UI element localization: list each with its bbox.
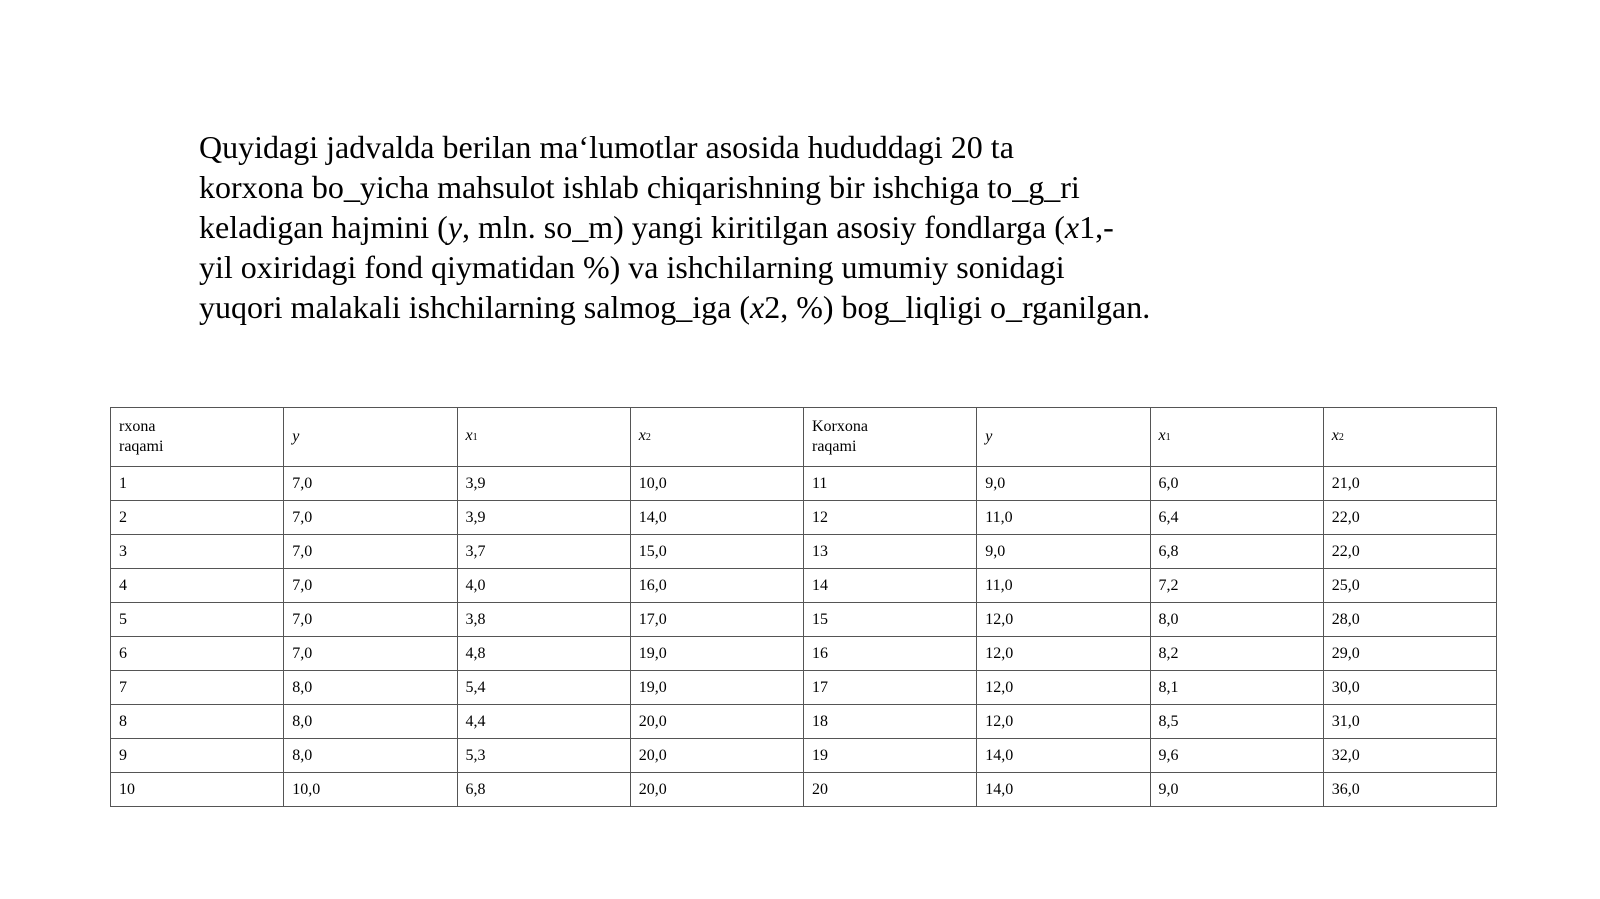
statement-text: 1,- — [1079, 209, 1114, 245]
table-cell: 15 — [804, 603, 977, 637]
table-cell: 25,0 — [1323, 569, 1496, 603]
table-cell: 10,0 — [284, 773, 457, 807]
table-cell: 3,9 — [457, 467, 630, 501]
table-cell: 8,2 — [1150, 637, 1323, 671]
table-row — [111, 603, 1497, 637]
table-cell: 7,0 — [284, 535, 457, 569]
table-cell: 20,0 — [630, 773, 803, 807]
header-enterprise-number-2: Korxona raqami — [804, 408, 977, 467]
table-cell: 11 — [804, 467, 977, 501]
table-cell: 31,0 — [1323, 705, 1496, 739]
table-cell: 9,0 — [1150, 773, 1323, 807]
header-enterprise-number: rxona raqami — [111, 408, 284, 467]
table-cell: 12,0 — [977, 637, 1150, 671]
table-cell: 8,1 — [1150, 671, 1323, 705]
table-cell: 14 — [804, 569, 977, 603]
table-cell: 3,8 — [457, 603, 630, 637]
table-cell: 4 — [111, 569, 284, 603]
table-cell: 9,0 — [977, 467, 1150, 501]
table-cell: 4,8 — [457, 637, 630, 671]
table-cell: 16,0 — [630, 569, 803, 603]
table-cell: 32,0 — [1323, 739, 1496, 773]
header-x1-2: x1 — [1150, 408, 1323, 467]
table-cell: 15,0 — [630, 535, 803, 569]
header-y: y — [284, 408, 457, 467]
table-row — [111, 501, 1497, 535]
table-cell: 8,0 — [1150, 603, 1323, 637]
statement-line-1: Quyidagi jadvalda berilan maʻlumotlar asosida hududdagi 20 ta — [199, 129, 1014, 165]
table-cell: 20 — [804, 773, 977, 807]
table-cell: 7,0 — [284, 603, 457, 637]
table-cell: 3 — [111, 535, 284, 569]
table-cell: 11,0 — [977, 501, 1150, 535]
table-cell: 12,0 — [977, 705, 1150, 739]
table-cell: 8,5 — [1150, 705, 1323, 739]
statement-line-5 — [199, 287, 1349, 327]
table-cell: 1 — [111, 467, 284, 501]
variable-y: y — [447, 209, 463, 245]
variable-x: x — [749, 289, 765, 325]
table-cell: 6,8 — [457, 773, 630, 807]
table-cell: 9,0 — [977, 535, 1150, 569]
table-row — [111, 773, 1497, 807]
table-cell: 30,0 — [1323, 671, 1496, 705]
table-cell: 9,6 — [1150, 739, 1323, 773]
table-cell: 13 — [804, 535, 977, 569]
table-cell: 8,0 — [284, 705, 457, 739]
table-cell: 14,0 — [977, 773, 1150, 807]
table-cell: 7,2 — [1150, 569, 1323, 603]
table-cell: 9 — [111, 739, 284, 773]
table-cell: 6,4 — [1150, 501, 1323, 535]
table-cell: 10,0 — [630, 467, 803, 501]
table-cell: 16 — [804, 637, 977, 671]
table-cell: 14,0 — [630, 501, 803, 535]
table-cell: 7,0 — [284, 501, 457, 535]
header-x2: x2 — [630, 408, 803, 467]
table-row — [111, 535, 1497, 569]
table-cell: 12,0 — [977, 603, 1150, 637]
table-cell: 7,0 — [284, 569, 457, 603]
data-table — [110, 407, 1497, 807]
table-cell: 21,0 — [1323, 467, 1496, 501]
table-cell: 2 — [111, 501, 284, 535]
table-cell: 14,0 — [977, 739, 1150, 773]
table-cell: 3,7 — [457, 535, 630, 569]
table-cell: 3,9 — [457, 501, 630, 535]
table-cell: 8 — [111, 705, 284, 739]
table-cell: 19,0 — [630, 637, 803, 671]
table-cell: 6 — [111, 637, 284, 671]
statement-line-3 — [199, 207, 1349, 247]
table-row — [111, 467, 1497, 501]
table-header-row — [111, 408, 1497, 467]
table-row — [111, 705, 1497, 739]
statement-line-4: yil oxiridagi fond qiymatidan %) va ishchilarning umumiy sonidagi — [199, 249, 1065, 285]
statement-line-2: korxona bo_yicha mahsulot ishlab chiqarishning bir ishchiga to_g_ri — [199, 169, 1080, 205]
table-cell: 7,0 — [284, 637, 457, 671]
table-cell: 5 — [111, 603, 284, 637]
table-row — [111, 569, 1497, 603]
table-cell: 20,0 — [630, 705, 803, 739]
table-cell: 7,0 — [284, 467, 457, 501]
table-cell: 19 — [804, 739, 977, 773]
table-cell: 5,3 — [457, 739, 630, 773]
table-cell: 12,0 — [977, 671, 1150, 705]
statement-text: keladigan hajmini ( — [199, 209, 448, 245]
table-cell: 8,0 — [284, 671, 457, 705]
table-cell: 22,0 — [1323, 501, 1496, 535]
problem-statement — [199, 127, 1349, 327]
table-row — [111, 671, 1497, 705]
statement-text: yuqori malakali ishchilarning salmog_iga ( — [199, 289, 750, 325]
table-cell: 17 — [804, 671, 977, 705]
table-cell: 4,4 — [457, 705, 630, 739]
table-cell: 6,8 — [1150, 535, 1323, 569]
table-cell: 17,0 — [630, 603, 803, 637]
header-y-2: y — [977, 408, 1150, 467]
table-cell: 5,4 — [457, 671, 630, 705]
header-x1: x1 — [457, 408, 630, 467]
table-cell: 36,0 — [1323, 773, 1496, 807]
statement-text: 2, %) bog_liqligi o_rganilgan. — [764, 289, 1151, 325]
table-cell: 22,0 — [1323, 535, 1496, 569]
table-row — [111, 637, 1497, 671]
table-cell: 29,0 — [1323, 637, 1496, 671]
variable-x: x — [1064, 209, 1080, 245]
table-cell: 7 — [111, 671, 284, 705]
table-row — [111, 739, 1497, 773]
table-cell: 4,0 — [457, 569, 630, 603]
header-x2-2: x2 — [1323, 408, 1496, 467]
table-cell: 18 — [804, 705, 977, 739]
table-cell: 11,0 — [977, 569, 1150, 603]
table-cell: 19,0 — [630, 671, 803, 705]
table-cell: 10 — [111, 773, 284, 807]
table-cell: 6,0 — [1150, 467, 1323, 501]
table-cell: 8,0 — [284, 739, 457, 773]
table-cell: 20,0 — [630, 739, 803, 773]
table-cell: 28,0 — [1323, 603, 1496, 637]
table-cell: 12 — [804, 501, 977, 535]
statement-text: , mln. so_m) yangi kiritilgan asosiy fondlarga ( — [462, 209, 1065, 245]
